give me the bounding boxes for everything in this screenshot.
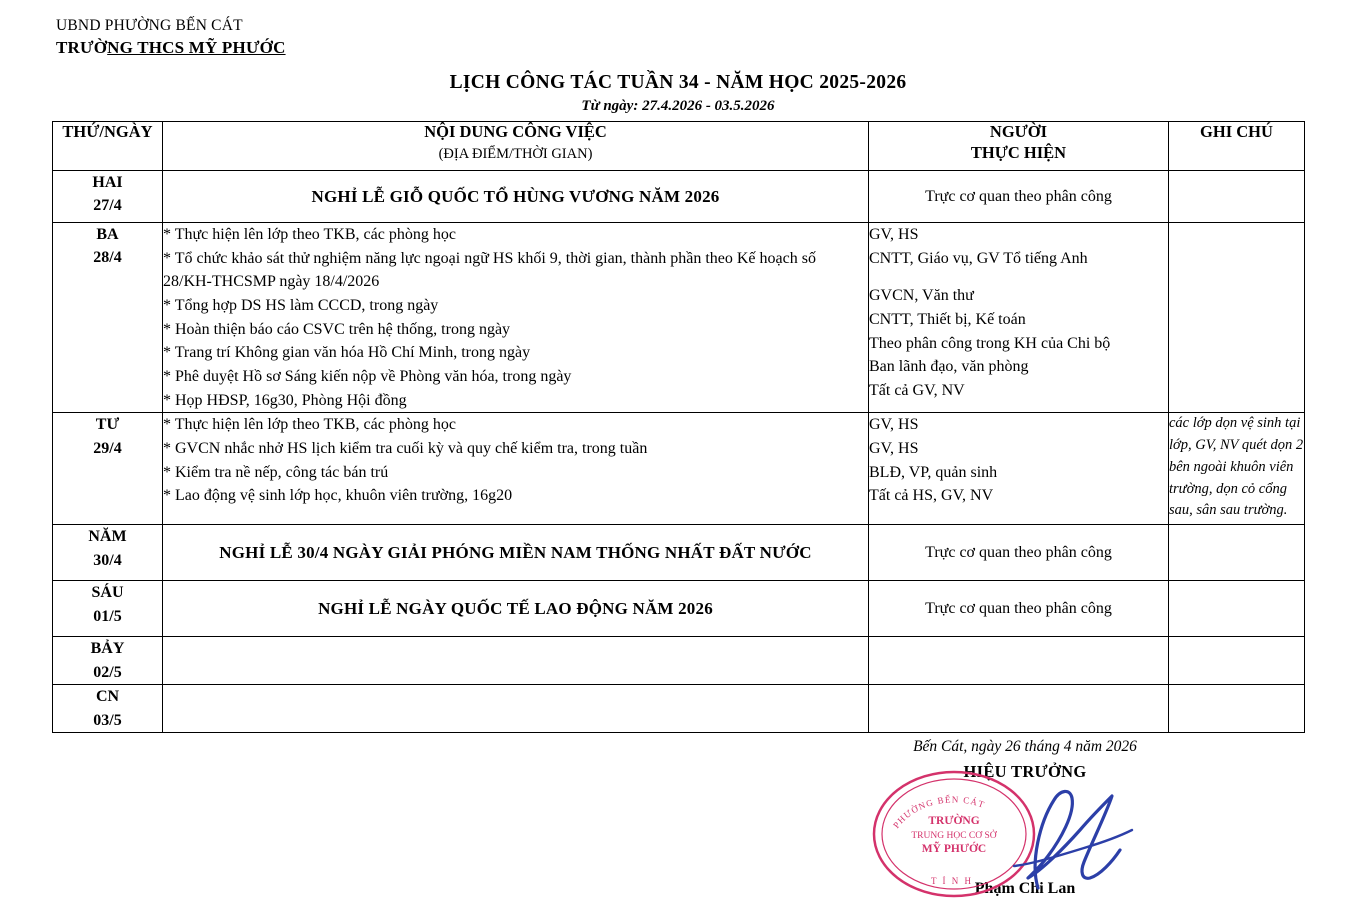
day-date: 28/4 (93, 249, 122, 267)
day-name: HAI (92, 174, 123, 191)
content-line: * Thực hiện lên lớp theo TKB, các phòng học (163, 416, 456, 434)
title-block (0, 72, 1356, 115)
cell-person (869, 637, 1169, 685)
cell-person (869, 685, 1169, 733)
school-name-prefix: TRƯỜ (56, 37, 108, 57)
cell-day (53, 685, 163, 733)
table-row (53, 413, 1305, 525)
signature-block (860, 738, 1190, 898)
cell-person: Trực cơ quan theo phân công (869, 581, 1169, 637)
person-line: GV, HS (869, 416, 919, 434)
table-row (53, 223, 1305, 413)
content-line: * Họp HĐSP, 16g30, Phòng Hội đồng (163, 391, 407, 409)
day-date: 03/5 (93, 711, 122, 729)
content-line: * Phê duyệt Hồ sơ Sáng kiến nộp về Phòng văn hóa, trong ngày (163, 368, 572, 386)
cell-day (53, 581, 163, 637)
header-person-line2: THỰC HIỆN (970, 142, 1067, 162)
cell-person (869, 223, 1169, 413)
issuing-authority: UBND PHƯỜNG BẾN CÁT (56, 17, 243, 34)
cell-day (53, 525, 163, 581)
content-line: * GVCN nhắc nhở HS lịch kiểm tra cuối kỳ và quy chế kiểm tra, trong tuần (163, 440, 648, 458)
day-date: 29/4 (93, 439, 122, 457)
svg-text:TRUNG HỌC CƠ SỞ: TRUNG HỌC CƠ SỞ (911, 831, 997, 841)
person-line: Tất cả GV, NV (869, 382, 965, 400)
person-line-spacer (869, 270, 1168, 284)
content-line: * Thực hiện lên lớp theo TKB, các phòng học (163, 226, 456, 243)
cell-note (1169, 637, 1305, 685)
header-day: THỨ/NGÀY (53, 122, 163, 171)
person-line: Theo phân công trong KH của Chi bộ (869, 334, 1111, 352)
cell-content: NGHỈ LỄ NGÀY QUỐC TẾ LAO ĐỘNG NĂM 2026 (163, 581, 869, 637)
person-line: GVCN, Văn thư (869, 287, 974, 305)
cell-day (53, 413, 163, 525)
cell-content (163, 413, 869, 525)
table-row (53, 525, 1305, 581)
signature-place-date: Bến Cát, ngày 26 tháng 4 năm 2026 (913, 738, 1137, 755)
signature-role: HIỆU TRƯỞNG (963, 762, 1087, 781)
cell-note (1169, 525, 1305, 581)
day-date: 01/5 (93, 607, 122, 625)
day-name: NĂM (88, 528, 127, 546)
content-line: * Trang trí Không gian văn hóa Hồ Chí Minh, trong ngày (163, 344, 531, 362)
signature-name: Phạm Chi Lan (974, 880, 1076, 897)
cell-note: các lớp dọn vệ sinh tại lớp, GV, NV quét dọn 2 bên ngoài khuôn viên trường, dọn cỏ cổng sau, sân sau trường. (1169, 413, 1305, 525)
cell-note (1169, 685, 1305, 733)
cell-content: NGHỈ LỄ GIỖ QUỐC TỔ HÙNG VƯƠNG NĂM 2026 (163, 171, 869, 223)
weekly-schedule-table (52, 121, 1305, 733)
day-name: CN (95, 688, 120, 706)
table-row (53, 171, 1305, 223)
content-line: * Tổ chức khảo sát thử nghiệm năng lực ngoại ngữ HS khối 9, thời gian, thành phần theo Kế hoạch số 28/KH-THCSMP ngày 18/4/2026 (163, 249, 816, 291)
day-date: 02/5 (93, 663, 122, 681)
day-name: SÁU (91, 584, 124, 602)
person-line: Tất cả HS, GV, NV (869, 487, 994, 505)
cell-person: Trực cơ quan theo phân công (869, 171, 1169, 223)
day-name: TƯ (95, 416, 120, 434)
table-row (53, 685, 1305, 733)
header-note: GHI CHÚ (1169, 122, 1305, 171)
content-line: * Tổng hợp DS HS làm CCCD, trong ngày (163, 297, 439, 315)
person-line: BLĐ, VP, quản sinh (869, 463, 998, 481)
cell-content: NGHỈ LỄ 30/4 NGÀY GIẢI PHÓNG MIỀN NAM THỐNG NHẤT ĐẤT NƯỚC (163, 525, 869, 581)
cell-day (53, 171, 163, 223)
cell-day (53, 637, 163, 685)
cell-note (1169, 581, 1305, 637)
cell-day (53, 223, 163, 413)
content-line: * Kiểm tra nề nếp, công tác bán trú (163, 463, 389, 481)
day-date: 27/4 (93, 197, 122, 215)
header-person-line1: NGƯỜI (989, 122, 1048, 141)
document-header (56, 16, 286, 60)
header-content-sub: (ĐỊA ĐIỂM/THỜI GIAN) (438, 145, 593, 162)
table-row (53, 637, 1305, 685)
school-name (56, 37, 286, 60)
svg-text:TRƯỜNG: TRƯỜNG (928, 815, 980, 827)
cell-note (1169, 223, 1305, 413)
header-content (163, 122, 869, 171)
header-content-main: NỘI DUNG CÔNG VIỆC (424, 122, 607, 141)
cell-content (163, 223, 869, 413)
cell-person: Trực cơ quan theo phân công (869, 525, 1169, 581)
day-name: BẢY (90, 640, 125, 658)
person-line: GV, HS (869, 226, 919, 243)
table-header-row (53, 122, 1305, 171)
table-row (53, 581, 1305, 637)
cell-note (1169, 171, 1305, 223)
cell-content (163, 685, 869, 733)
page-title: LỊCH CÔNG TÁC TUẦN 34 - NĂM HỌC 2025-2026 (449, 72, 907, 93)
date-range-subtitle: Từ ngày: 27.4.2026 - 03.5.2026 (581, 98, 775, 114)
cell-content (163, 637, 869, 685)
svg-text:PHƯỜNG BẾN CÁT: PHƯỜNG BẾN CÁT (891, 794, 987, 831)
content-line: * Lao động vệ sinh lớp học, khuôn viên trường, 16g20 (163, 487, 513, 505)
svg-text:T Ỉ N H: T Ỉ N H (930, 876, 974, 886)
day-date: 30/4 (93, 551, 122, 569)
svg-text:MỸ PHƯỚC: MỸ PHƯỚC (921, 843, 987, 855)
content-line: * Hoàn thiện báo cáo CSVC trên hệ thống, trong ngày (163, 320, 511, 338)
person-line: GV, HS (869, 440, 919, 458)
day-name: BA (96, 226, 119, 243)
person-line: CNTT, Giáo vụ, GV Tổ tiếng Anh (869, 249, 1088, 267)
person-line: Ban lãnh đạo, văn phòng (869, 358, 1029, 376)
person-line: CNTT, Thiết bị, Kế toán (869, 311, 1026, 329)
header-person (869, 122, 1169, 171)
school-name-underlined: NG THCS MỸ PHƯỚC (107, 37, 286, 57)
cell-person (869, 413, 1169, 525)
